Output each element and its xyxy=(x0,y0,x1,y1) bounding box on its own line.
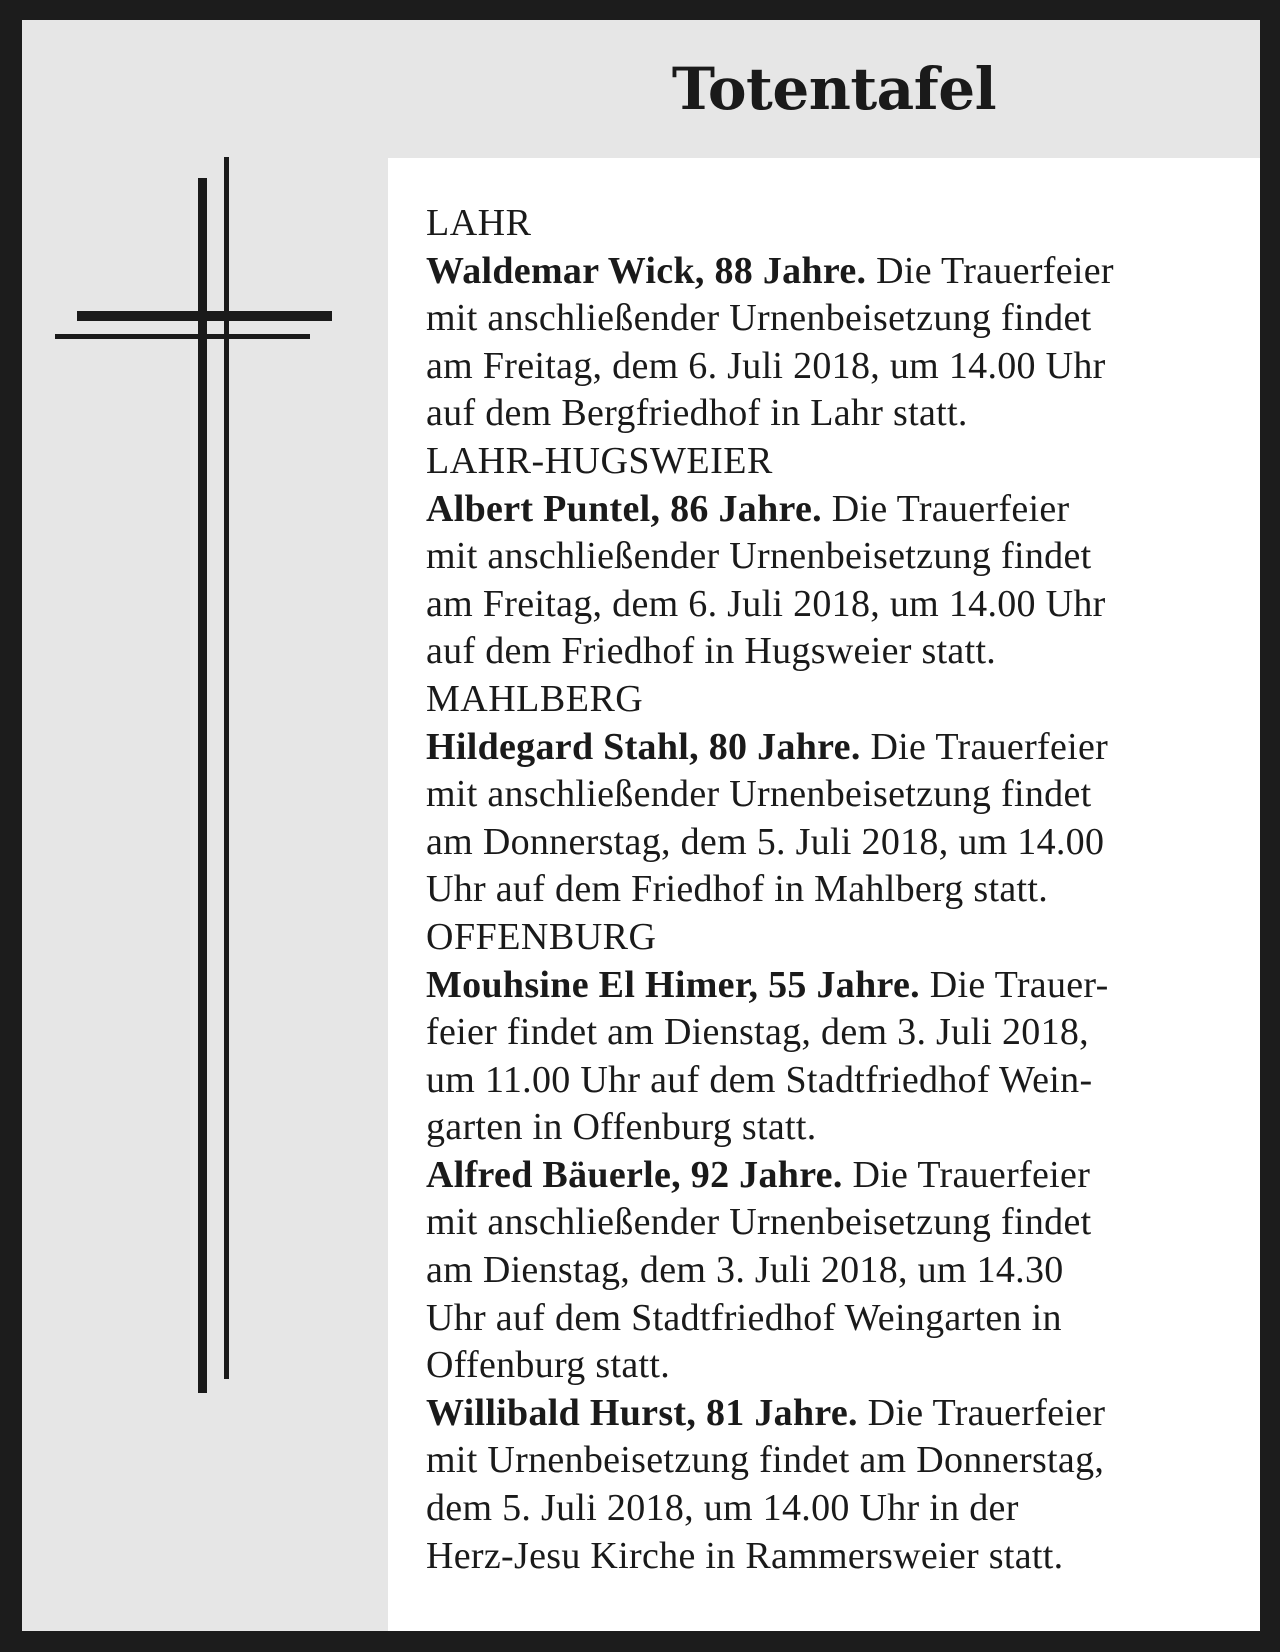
entry-text: Die Trauerfeier xyxy=(857,1391,1106,1434)
entry-text: Die Trauerfeier xyxy=(821,487,1070,530)
entry-text: Die Trauerfeier xyxy=(842,1153,1091,1196)
entry-text: mit anschließender Urnenbeisetzung findet xyxy=(426,535,1092,578)
section-heading-lahr-hugsweier: LAHR-HUGSWEIER xyxy=(426,439,773,482)
entry-text: am Dienstag, dem 3. Juli 2018, um 14.30 xyxy=(426,1249,1064,1292)
notice-frame xyxy=(22,20,1260,1631)
cross-horizontal-bar xyxy=(77,311,332,321)
obituary-entry-first-line xyxy=(426,724,1226,772)
entry-text: am Donnerstag, dem 5. Juli 2018, um 14.00 xyxy=(426,820,1105,863)
cross-vertical-bar xyxy=(198,178,207,1393)
entry-text: auf dem Bergfriedhof in Lahr statt. xyxy=(426,392,968,435)
section-heading-mahlberg: MAHLBERG xyxy=(426,677,644,720)
cross-horizontal-thin-bar xyxy=(55,334,310,339)
entry-text: um 11.00 Uhr auf dem Stadtfriedhof Wein- xyxy=(426,1058,1093,1101)
cross-vertical-thin-bar xyxy=(224,157,229,1379)
entry-text: Herz-Jesu Kirche in Rammersweier statt. xyxy=(426,1534,1064,1577)
entry-text: Die Trauerfeier xyxy=(866,249,1114,292)
section-heading-offenburg: OFFENBURG xyxy=(426,915,657,958)
obituary-entry-first-line xyxy=(426,486,1226,534)
obituary-list xyxy=(426,200,1226,1580)
entry-text: mit anschließender Urnenbeisetzung findet xyxy=(426,773,1092,816)
section-heading-lahr: LAHR xyxy=(426,202,532,244)
deceased-name: Willibald Hurst, 81 Jahre. xyxy=(426,1391,858,1434)
deceased-name: Albert Puntel, 86 Jahre. xyxy=(426,487,822,530)
obituary-entry-first-line xyxy=(426,1390,1226,1438)
entry-text: Uhr auf dem Stadtfriedhof Weingarten in xyxy=(426,1296,1062,1339)
page-title: Totentafel xyxy=(671,55,997,123)
deceased-name: Mouhsine El Himer, 55 Jahre. xyxy=(426,963,920,1006)
obituary-list-panel xyxy=(388,158,1260,1631)
deceased-name: Alfred Bäuerle, 92 Jahre. xyxy=(426,1153,843,1196)
deceased-name: Waldemar Wick, 88 Jahre. xyxy=(426,249,867,292)
cross-icon xyxy=(22,20,408,1631)
entry-text: garten in Offenburg statt. xyxy=(426,1106,817,1149)
entry-text: mit anschließender Urnenbeisetzung findet xyxy=(426,297,1092,340)
entry-text: Die Trauer- xyxy=(919,963,1109,1006)
entry-text: Uhr auf dem Friedhof in Mahlberg statt. xyxy=(426,868,1049,911)
obituary-entry-first-line xyxy=(426,962,1226,1010)
entry-text: dem 5. Juli 2018, um 14.00 Uhr in der xyxy=(426,1487,1019,1530)
entry-text: mit Urnenbeisetzung findet am Donnerstag, xyxy=(426,1439,1105,1482)
entry-text: Die Trauerfeier xyxy=(860,725,1109,768)
deceased-name: Hildegard Stahl, 80 Jahre. xyxy=(426,725,861,768)
entry-text: auf dem Friedhof in Hugsweier statt. xyxy=(426,630,997,673)
entry-text: feier findet am Dienstag, dem 3. Juli 2018, xyxy=(426,1011,1089,1054)
entry-text: am Freitag, dem 6. Juli 2018, um 14.00 Uhr xyxy=(426,582,1106,625)
entry-text: mit anschließender Urnenbeisetzung findet xyxy=(426,1201,1092,1244)
entry-text: Offenburg statt. xyxy=(426,1344,671,1387)
obituary-entry-first-line xyxy=(426,1152,1226,1200)
entry-text: am Freitag, dem 6. Juli 2018, um 14.00 Uhr xyxy=(426,344,1106,387)
obituary-entry-first-line xyxy=(426,248,1226,296)
